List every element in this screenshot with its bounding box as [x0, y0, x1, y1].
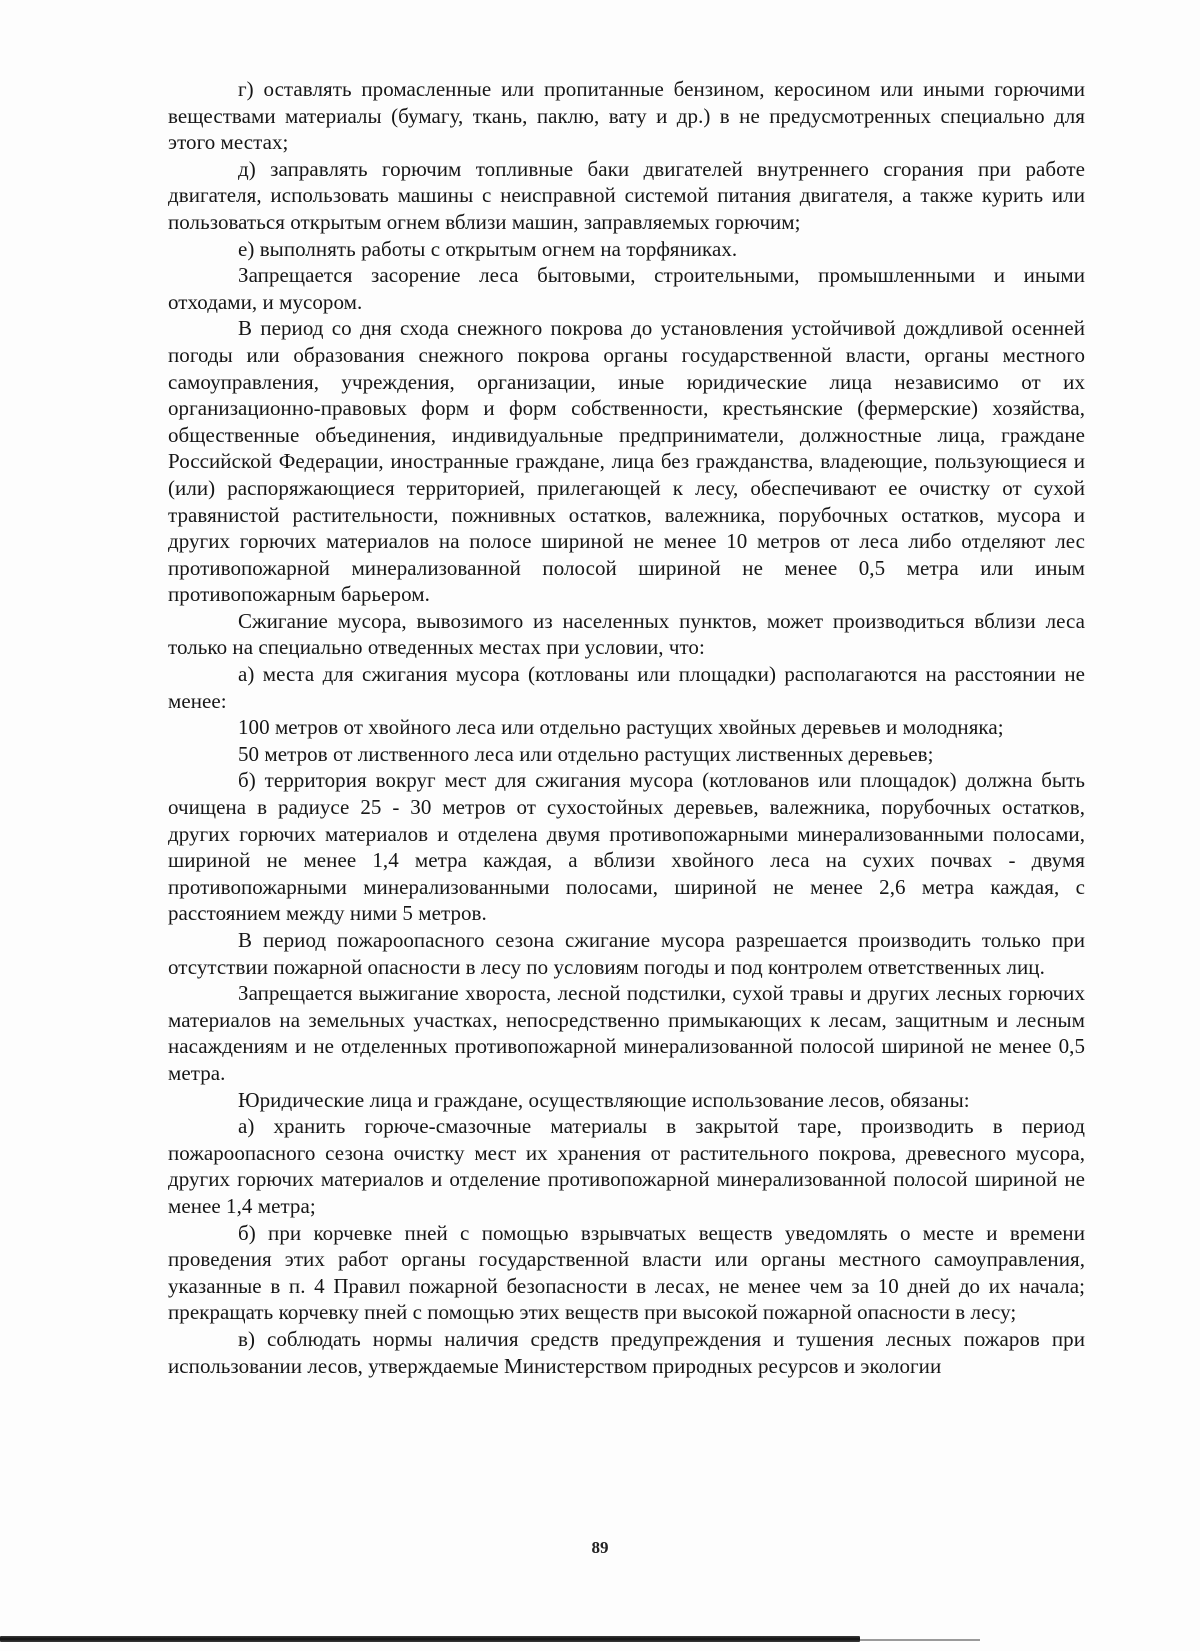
- paragraph-burning-ban: Запрещается выжигание хвороста, лесной подстилки, сухой травы и других лесных горючих материалов на земельных участках, непосредственно примыкающих к лесам, защитным и лесным насаждениям и не отделенных противопожарной минерализованной полосой шириной не менее 0,5 метра.: [168, 981, 1085, 1085]
- body-text: [168, 76, 1085, 1379]
- paragraph-conifer-distance: 100 метров от хвойного леса или отдельно растущих хвойных деревьев и молодняка;: [238, 715, 1004, 740]
- scan-bottom-edge: [0, 1636, 860, 1642]
- paragraph-waste-burning: Сжигание мусора, вывозимого из населенных пунктов, может производиться вблизи леса только на специально отведенных местах при условии, что:: [168, 608, 1085, 660]
- paragraph-obligation-v: в) соблюдать нормы наличия средств предупреждения и тушения лесных пожаров при использовании лесов, утверждаемые Министерством природных ресурсов и экологии: [168, 1326, 1085, 1378]
- paragraph-item-d: д) заправлять горючим топливные баки двигателей внутреннего сгорания при работе двигателя, использовать машины с неисправной системой питания двигателя, а также курить или пользоваться открытым огнем вблизи машин, заправляемых горючим;: [168, 156, 1085, 234]
- paragraph-deciduous-distance: 50 метров от лиственного леса или отдельно растущих лиственных деревьев;: [238, 741, 934, 766]
- paragraph-clearing-period: В период со дня схода снежного покрова до установления устойчивой дождливой осенней погоды или образования снежного покрова органы государственной власти, органы местного самоуправления, учреждения, организации, иные юридические лица независимо от их организационно-правовых форм и форм собственности, крестьянские (фермерские) хозяйства, общественные объединения, индивидуальные предприниматели, должностные лица, граждане Российской Федерации, иностранные граждане, лица без гражданства, владеющие, пользующиеся и (или) распоряжающиеся территорией, прилегающей к лесу, обеспечивают ее очистку от сухой травянистой растительности, пожнивных остатков, валежника, порубочных остатков, мусора и других горючих материалов на полосе шириной не менее 10 метров от леса либо отделяют лес противопожарной минерализованной полосой шириной не менее 0,5 метра или иным противопожарным барьером.: [168, 316, 1085, 607]
- scan-bottom-edge-tail: [860, 1639, 980, 1641]
- page-number: 89: [591, 1538, 609, 1557]
- paragraph-item-e: е) выполнять работы с открытым огнем на торфяниках.: [238, 236, 738, 261]
- paragraph-obligation-b: б) при корчевке пней с помощью взрывчатых веществ уведомлять о месте и времени проведения этих работ органы государственной власти или органы местного самоуправления, указанные в п. 4 Правил пожарной безопасности в лесах, не менее чем за 10 дней до их начала; прекращать корчевку пней с помощью этих веществ при высокой пожарной опасности в лесу;: [168, 1220, 1085, 1325]
- paragraph-obligations-intro: Юридические лица и граждане, осуществляющие использование лесов, обязаны:: [238, 1087, 970, 1112]
- paragraph-fire-season: В период пожароопасного сезона сжигание мусора разрешается производить только при отсутствии пожарной опасности в лесу по условиям погоды и под контролем ответственных лиц.: [168, 928, 1085, 979]
- paragraph-obligation-a: а) хранить горюче-смазочные материалы в закрытой таре, производить в период пожароопасного сезона очистку мест их хранения от растительного покрова, древесного мусора, других горючих материалов и отделение противопожарной минерализованной полосой шириной не менее 1,4 метра;: [168, 1114, 1085, 1218]
- paragraph-item-b-clearing: б) территория вокруг мест для сжигания мусора (котлованов или площадок) должна быть очищена в радиусе 25 - 30 метров от сухостойных деревьев, валежника, порубочных остатков, других горючих материалов и отделена двумя противопожарными минерализованными полосами, шириной не менее 1,4 метра каждая, а вблизи хвойного леса на сухих почвах - двумя противопожарными минерализованными полосами, шириной не менее 2,6 метра каждая, с расстоянием между ними 5 метров.: [168, 768, 1085, 926]
- paragraph-item-a-distance: а) места для сжигания мусора (котлованы или площадки) располагаются на расстоянии не менее:: [168, 662, 1085, 713]
- paragraph-item-g: г) оставлять промасленные или пропитанные бензином, керосином или иными горючими веществами материалы (бумагу, ткань, паклю, вату и др.) в не предусмотренных специально для этого местах;: [168, 77, 1085, 155]
- paragraph-littering-ban: Запрещается засорение леса бытовыми, строительными, промышленными и иными отходами, и мусором.: [168, 263, 1085, 314]
